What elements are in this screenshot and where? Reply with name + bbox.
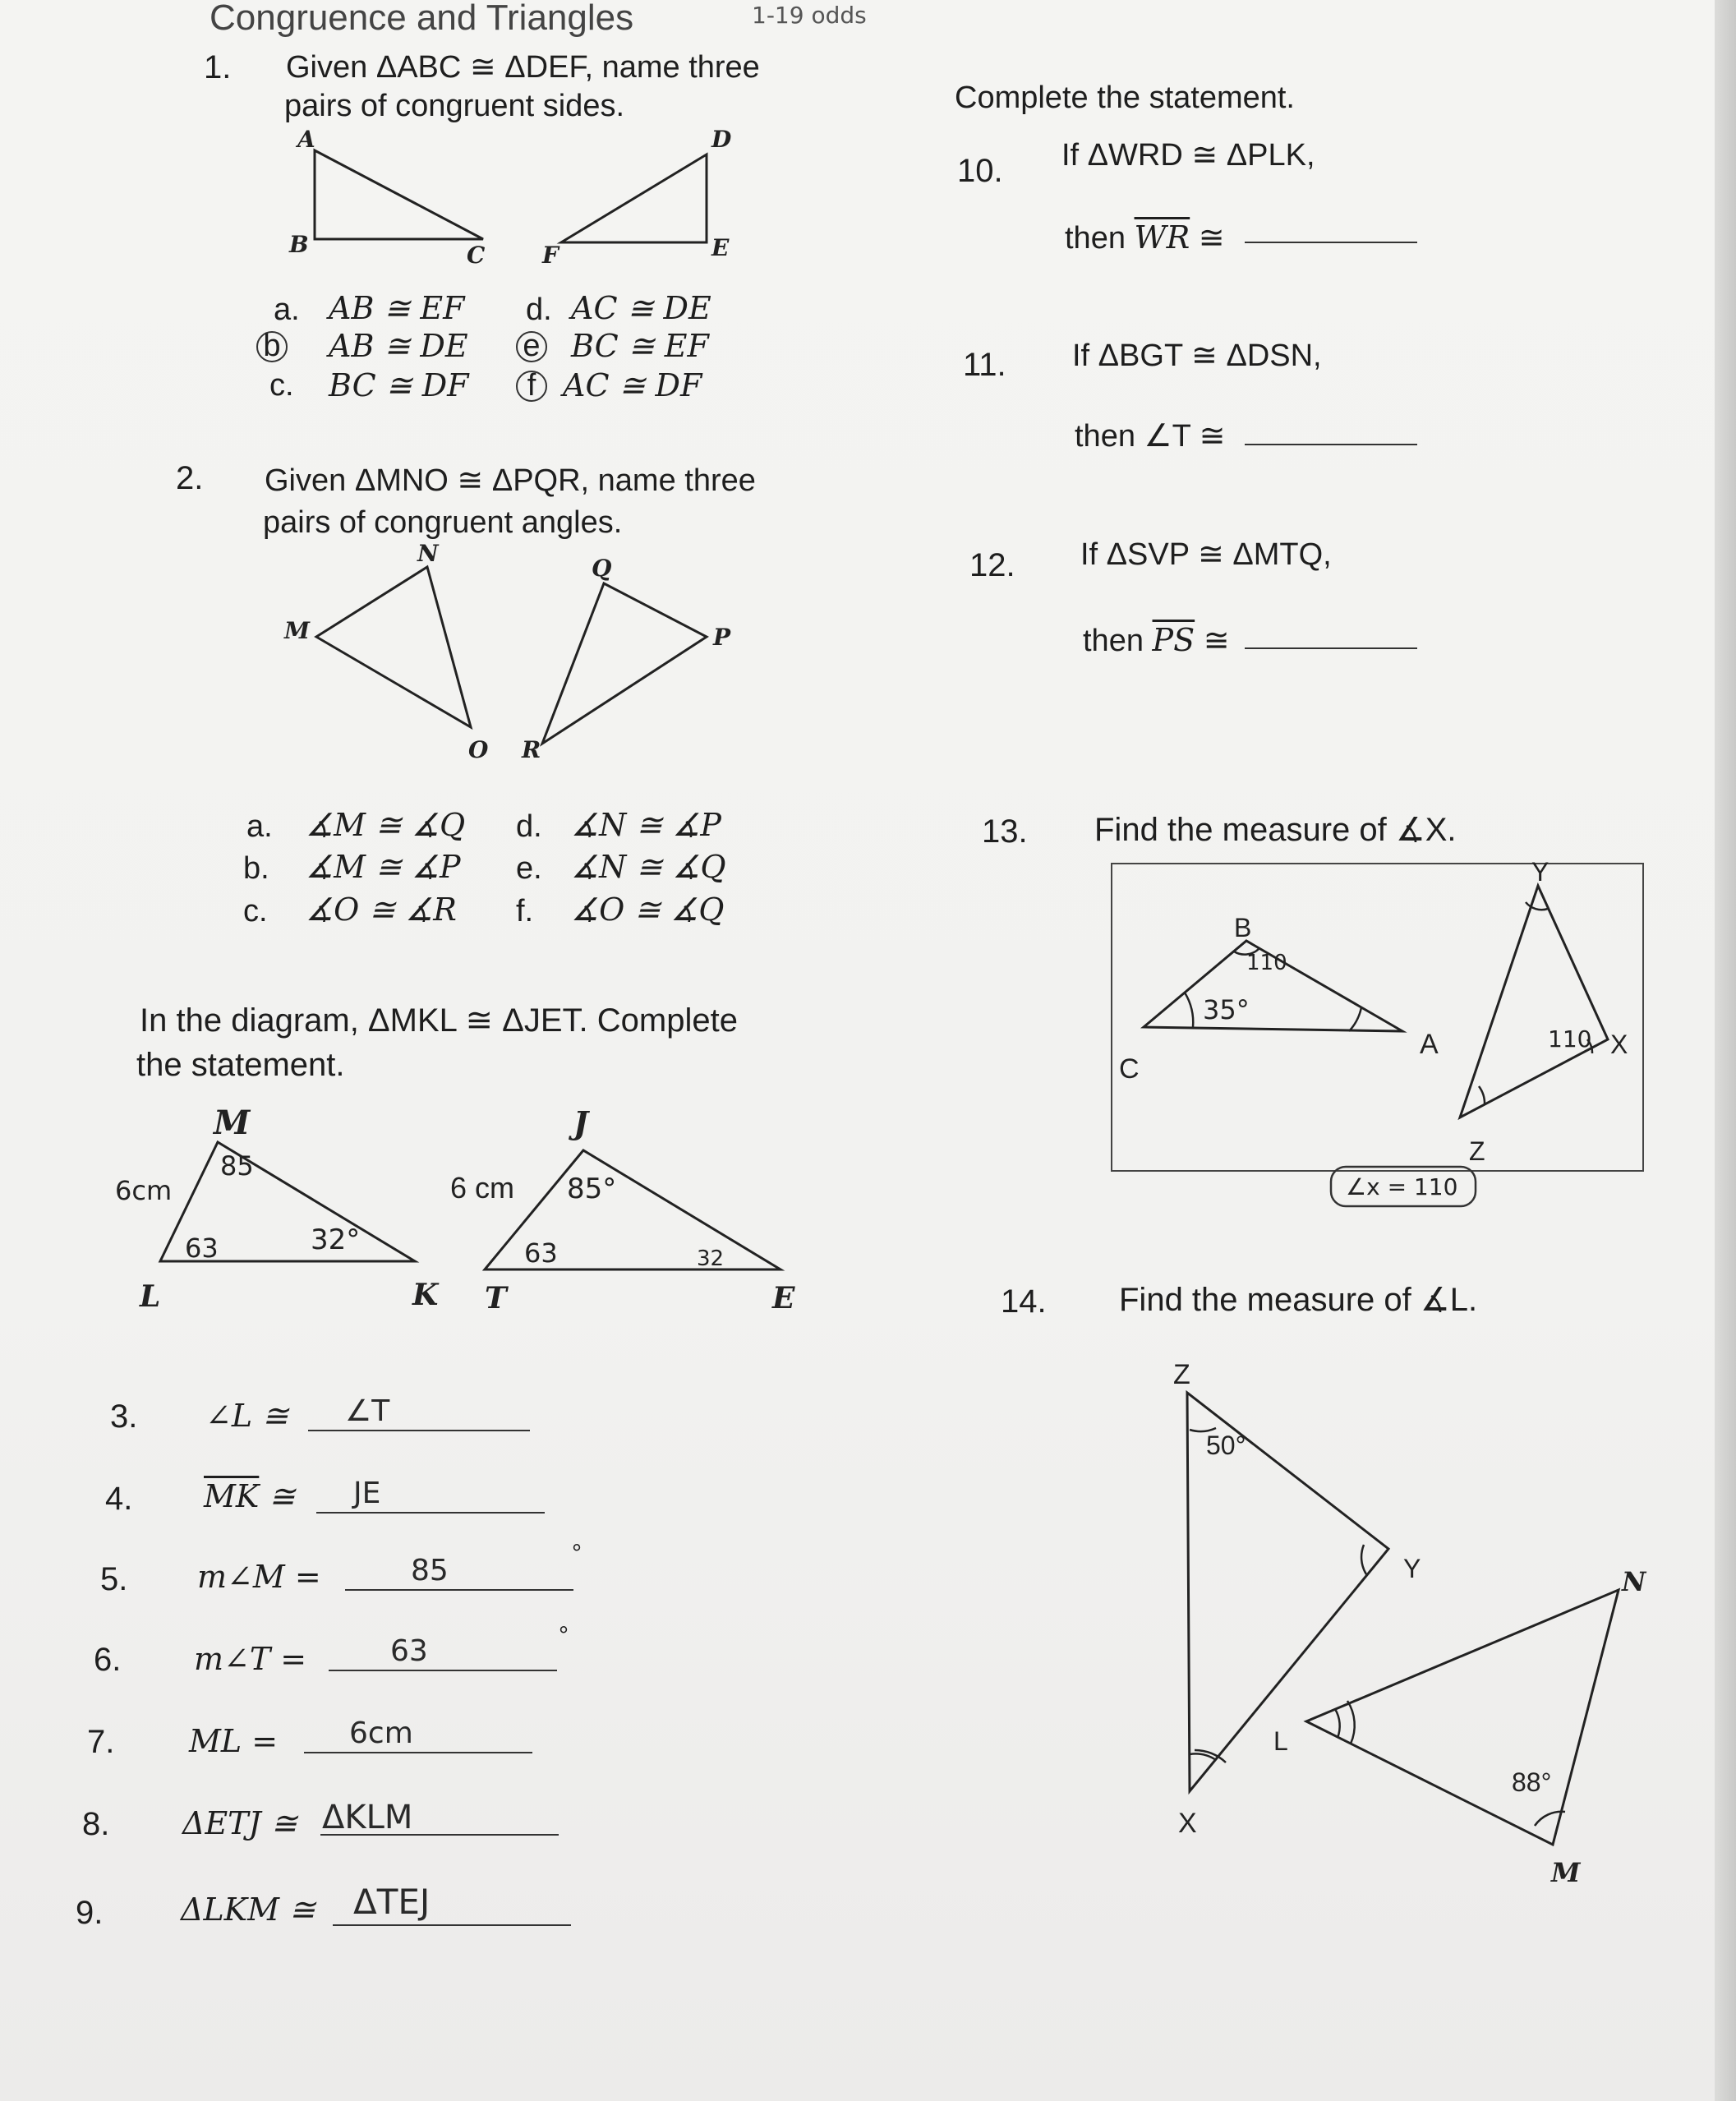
q12-number: 12. [969, 547, 1015, 583]
q4-cong: ≅ [269, 1478, 296, 1514]
diagram-line1: In the diagram, ΔMKL ≅ ΔJET. Complete [140, 1002, 738, 1039]
label-n: N [1622, 1566, 1646, 1597]
label-c: C [467, 242, 486, 269]
q10-cong: ≅ [1198, 221, 1225, 256]
q10-line1: If ΔWRD ≅ ΔPLK, [1061, 138, 1315, 173]
label-b: B [289, 231, 309, 258]
p1-opt-f-choice [521, 370, 544, 402]
diagram-line2: the statement. [136, 1047, 345, 1083]
q14-prompt: Find the measure of ∡L. [1119, 1282, 1478, 1318]
q5-answer-line [345, 1589, 573, 1591]
complete-heading: Complete the statement. [955, 81, 1295, 115]
q12-cong: ≅ [1203, 624, 1230, 658]
q9-prompt: ΔLKM ≅ [181, 1891, 315, 1928]
label-c: C [1119, 1053, 1140, 1085]
label-y: Y [1403, 1554, 1421, 1583]
p1-opt-d: AC ≅ DE [571, 290, 711, 326]
label-m: M [284, 617, 310, 644]
label-a: A [297, 126, 315, 153]
q7-prompt: ML = [189, 1723, 279, 1759]
right-side-length: 6 cm [450, 1171, 515, 1205]
q4-segment: $\overline{MK}$ [204, 1478, 260, 1514]
q5-degree: ° [572, 1540, 582, 1567]
q6-answer: 63 [390, 1634, 428, 1668]
q8-prompt: ΔETJ ≅ [182, 1805, 297, 1841]
p1-opt-e-circled: e [516, 331, 547, 362]
q13-work: ∠x = 110 [1346, 1173, 1458, 1200]
label-m: M [214, 1103, 251, 1142]
p1-opt-b-circled: b [256, 331, 288, 362]
p1-opt-b: AB ≅ DE [329, 328, 468, 364]
angle-c: 35° [1203, 994, 1250, 1025]
q11-line1: If ΔBGT ≅ ΔDSN, [1072, 339, 1322, 373]
q10-then [1065, 219, 1225, 256]
p1-opt-c-letter: c. [269, 368, 294, 403]
triangle-yxz [1460, 886, 1608, 1117]
label-e: E [772, 1281, 795, 1315]
q7-answer-line [304, 1752, 532, 1753]
p2-opt-d-letter: d. [516, 809, 542, 844]
q8-answer: ΔKLM [322, 1799, 413, 1836]
q10-then-word: then [1065, 221, 1126, 256]
q6-degree: ° [559, 1622, 569, 1649]
p2-opt-f-letter: f. [516, 894, 534, 928]
p2-opt-b-letter: b. [243, 851, 269, 886]
p1-opt-d-letter: d. [526, 293, 552, 327]
label-y: Y [1531, 857, 1550, 887]
label-b: B [1234, 913, 1252, 942]
p2-opt-d: ∡N ≅ ∡P [571, 807, 721, 843]
q9-number: 9. [76, 1895, 104, 1931]
q5-prompt: m∠M = [197, 1559, 321, 1595]
label-o: O [468, 736, 489, 763]
triangle-def [561, 154, 707, 242]
q3-number: 3. [110, 1398, 138, 1435]
p2-opt-c: ∡O ≅ ∡R [306, 892, 457, 928]
label-n: N [417, 540, 439, 567]
q4-answer-line [316, 1512, 545, 1514]
q7-number: 7. [87, 1724, 115, 1760]
q4-answer: JE [353, 1477, 381, 1510]
p2-opt-e-letter: e. [516, 851, 542, 886]
diagram-triangles-figure [99, 1093, 805, 1323]
label-k: K [412, 1278, 439, 1312]
q12-then [1083, 624, 1230, 657]
label-q: Q [592, 555, 612, 582]
p1-opt-f-circled: f [516, 371, 547, 402]
right-angle-e: 32 [697, 1246, 725, 1271]
angle-m: 88° [1512, 1767, 1552, 1797]
q8-number: 8. [82, 1806, 110, 1842]
p1-line1: Given ΔABC ≅ ΔDEF, name three [286, 50, 760, 85]
label-j: J [573, 1104, 588, 1141]
label-t: T [485, 1281, 507, 1315]
left-angle-l: 63 [185, 1232, 219, 1264]
p1-opt-a-letter: a. [274, 293, 300, 327]
q12-answer-line[interactable] [1245, 647, 1417, 649]
q12-line1: If ΔSVP ≅ ΔMTQ, [1080, 537, 1332, 572]
q6-answer-line [329, 1670, 557, 1671]
label-a: A [1420, 1029, 1439, 1060]
p2-number: 2. [176, 460, 204, 496]
q13-figure [1111, 857, 1645, 1224]
angle-x: 110 [1548, 1025, 1592, 1053]
p1-opt-e: BC ≅ EF [571, 328, 709, 364]
q3-prompt: ∠L ≅ [205, 1398, 288, 1434]
q5-answer: 85 [411, 1554, 449, 1587]
q14-number: 14. [1001, 1283, 1047, 1320]
p1-opt-f: AC ≅ DF [563, 367, 702, 403]
q10-number: 10. [957, 153, 1003, 189]
p1-opt-a: AB ≅ EF [329, 290, 465, 326]
triangle-abc [315, 150, 483, 239]
p2-opt-e: ∡N ≅ ∡Q [571, 849, 726, 885]
p1-number: 1. [204, 49, 232, 85]
right-angle-t: 63 [524, 1237, 558, 1269]
q13-number: 13. [982, 813, 1028, 850]
p1-line2: pairs of congruent sides. [284, 89, 625, 123]
left-side-length: 6cm [115, 1175, 173, 1206]
q10-answer-line[interactable] [1245, 242, 1417, 243]
assignment-note: 1-19 odds [752, 2, 867, 29]
q11-number: 11. [963, 347, 1006, 383]
left-angle-m: 85 [220, 1150, 254, 1182]
p2-opt-a-letter: a. [246, 809, 273, 844]
triangle-pqr [542, 583, 707, 744]
q4-prompt [204, 1478, 296, 1514]
q12-then-word: then [1083, 624, 1144, 658]
q4-number: 4. [105, 1481, 133, 1517]
p2-opt-a: ∡M ≅ ∡Q [306, 807, 466, 843]
right-angle-j: 85° [567, 1173, 617, 1205]
q6-prompt: m∠T = [194, 1641, 307, 1677]
label-x: X [1610, 1030, 1628, 1059]
angle-z: 50° [1206, 1431, 1246, 1460]
q13-prompt: Find the measure of ∡X. [1094, 812, 1457, 848]
angle-b: 110 [1246, 951, 1287, 975]
q12-segment: $\overline{PS}$ [1152, 622, 1195, 658]
p1-opt-b-choice [261, 330, 284, 362]
label-e: E [711, 234, 730, 261]
q10-segment: $\overline{WR}$ [1134, 219, 1190, 256]
q11-answer-line[interactable] [1245, 444, 1417, 445]
label-d: D [711, 126, 732, 153]
p2-triangles-figure [271, 540, 764, 768]
label-m: M [1551, 1857, 1581, 1888]
q6-number: 6. [94, 1642, 122, 1678]
label-r: R [522, 736, 541, 763]
q14-figure [1150, 1348, 1660, 1888]
p2-opt-f: ∡O ≅ ∡Q [571, 892, 725, 928]
label-z: Z [1173, 1359, 1190, 1390]
p1-opt-c: BC ≅ DF [329, 367, 469, 403]
q11-then: then ∠T ≅ [1075, 419, 1226, 454]
p2-opt-c-letter: c. [243, 894, 268, 928]
label-l: L [140, 1279, 161, 1314]
worksheet-title: Congruence and Triangles [210, 0, 634, 38]
q9-answer-line [333, 1924, 571, 1926]
page-edge [1715, 0, 1736, 2101]
label-z: Z [1469, 1136, 1485, 1166]
q5-number: 5. [100, 1561, 128, 1597]
p2-line1: Given ΔMNO ≅ ΔPQR, name three [265, 463, 756, 498]
label-f: F [542, 242, 559, 269]
label-p: P [713, 624, 731, 651]
q3-answer: ∠T [345, 1394, 390, 1428]
q3-answer-line [308, 1430, 530, 1431]
q9-answer: ΔTEJ [353, 1882, 431, 1922]
left-angle-k: 32° [311, 1223, 361, 1256]
triangle-mno [316, 567, 471, 727]
label-x: X [1178, 1808, 1197, 1839]
p1-triangles-figure [271, 127, 764, 267]
p2-opt-b: ∡M ≅ ∡P [306, 849, 461, 885]
p2-line2: pairs of congruent angles. [263, 505, 623, 540]
label-l: L [1273, 1726, 1288, 1756]
q7-answer: 6cm [349, 1716, 413, 1750]
p1-opt-e-choice [521, 330, 544, 362]
